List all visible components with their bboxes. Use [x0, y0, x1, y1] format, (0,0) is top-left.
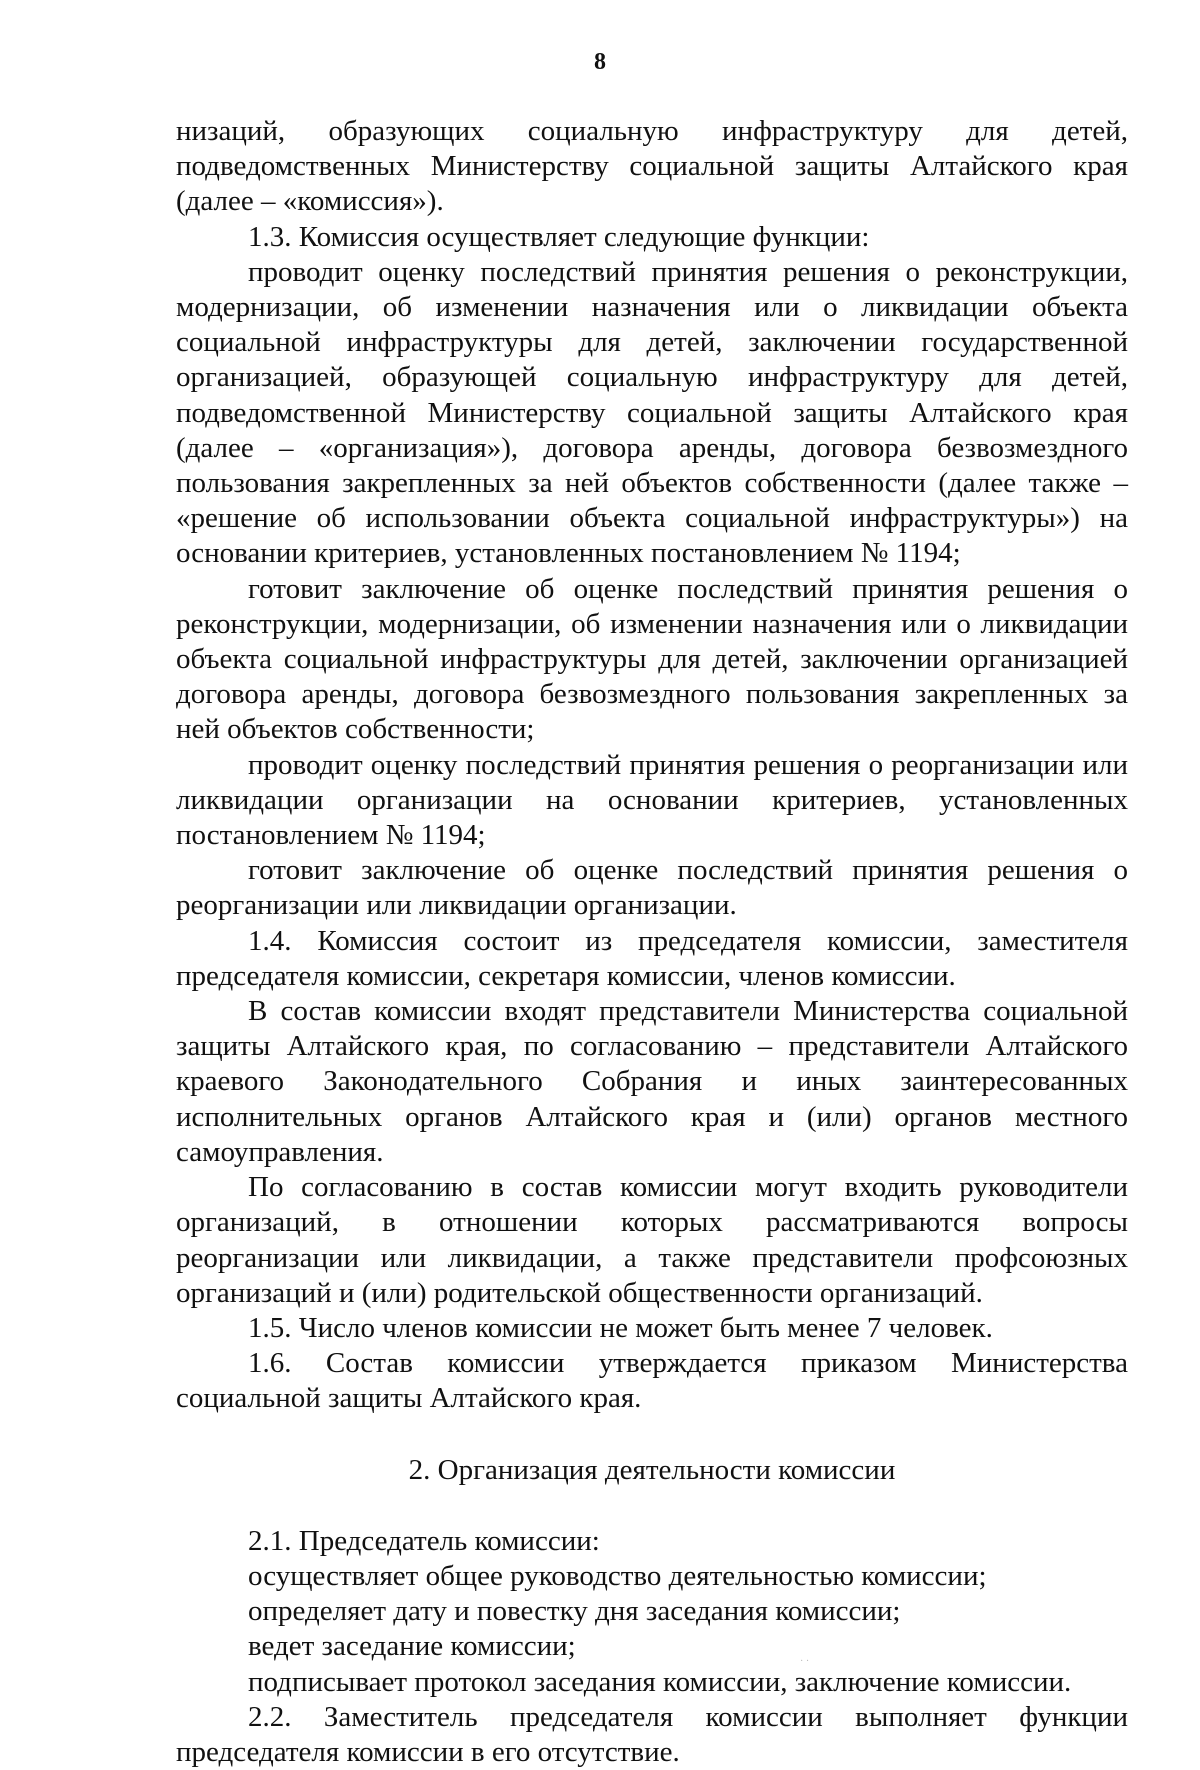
- scan-artifact: · ·: [800, 1656, 810, 1667]
- paragraph-agreement: По согласованию в состав комиссии могут входить руководители организаций, в отношении которых рассматриваются вопросы реорганизации или ликвидации, а также представители профсоюзных организаций и (или) родительской общественности организаций.: [176, 1171, 1128, 1309]
- list-item: подписывает протокол заседания комиссии, заключение комиссии.: [248, 1665, 1072, 1698]
- list-item: определяет дату и повестку дня заседания комиссии;: [248, 1595, 901, 1628]
- paragraph-composition: В состав комиссии входят представители Министерства социальной защиты Алтайского края, по согласованию – представители Алтайского краевого Законодательного Собрания и иных заинтересованных исполнительных органов Алтайского края и (или) органов местного самоуправления.: [176, 995, 1128, 1168]
- paragraph-continuation: низаций, образующих социальную инфраструктуру для детей, подведомственных Министерству социальной защиты Алтайского края (далее – «комиссия»).: [176, 115, 1128, 218]
- document-body: [176, 114, 1128, 1770]
- paragraph-function-3: проводит оценку последствий принятия решения о реорганизации или ликвидации организации на основании критериев, установленных постановлением № 1194;: [176, 748, 1128, 852]
- paragraph-1-5: 1.5. Число членов комиссии не может быть менее 7 человек.: [248, 1311, 993, 1344]
- list-item: осуществляет общее руководство деятельностью комиссии;: [248, 1559, 987, 1592]
- page-number: 8: [594, 49, 606, 75]
- section-heading: 2. Организация деятельности комиссии: [408, 1453, 896, 1486]
- list-item: ведет заседание комиссии;: [248, 1630, 576, 1663]
- paragraph-1-3: 1.3. Комиссия осуществляет следующие функции:: [248, 220, 870, 253]
- paragraph-1-4: 1.4. Комиссия состоит из председателя комиссии, заместителя председателя комиссии, секретаря комиссии, членов комиссии.: [176, 924, 1128, 992]
- list-item: 2.1. Председатель комиссии:: [248, 1524, 600, 1557]
- paragraph-function-4: готовит заключение об оценке последствий принятия решения о реорганизации или ликвидации организации.: [176, 854, 1128, 922]
- paragraph-function-1: проводит оценку последствий принятия решения о реконструкции, модернизации, об изменении назначения или о ликвидации объекта социальной инфраструктуры для детей, заключении государственной организацией, образующей социальную инфраструктуру для детей, подведомственной Министерству социальной защиты Алтайского края (далее – «организация»), договора аренды, договора безвозмездного пользования закрепленных за ней объектов собственности (далее также – «решение об использовании объекта социальной инфраструктуры») на основании критериев, установленных постановлением № 1194;: [176, 255, 1128, 570]
- paragraph-1-6: 1.6. Состав комиссии утверждается приказом Министерства социальной защиты Алтайского края.: [176, 1347, 1128, 1415]
- paragraph-2-2: 2.2. Заместитель председателя комиссии выполняет функции председателя комиссии в его отсутствие.: [176, 1700, 1128, 1768]
- paragraph-function-2: готовит заключение об оценке последствий принятия решения о реконструкции, модернизации, об изменении назначения или о ликвидации объекта социальной инфраструктуры для детей, заключении организацией договора аренды, договора безвозмездного пользования закрепленных за ней объектов собственности;: [176, 572, 1128, 746]
